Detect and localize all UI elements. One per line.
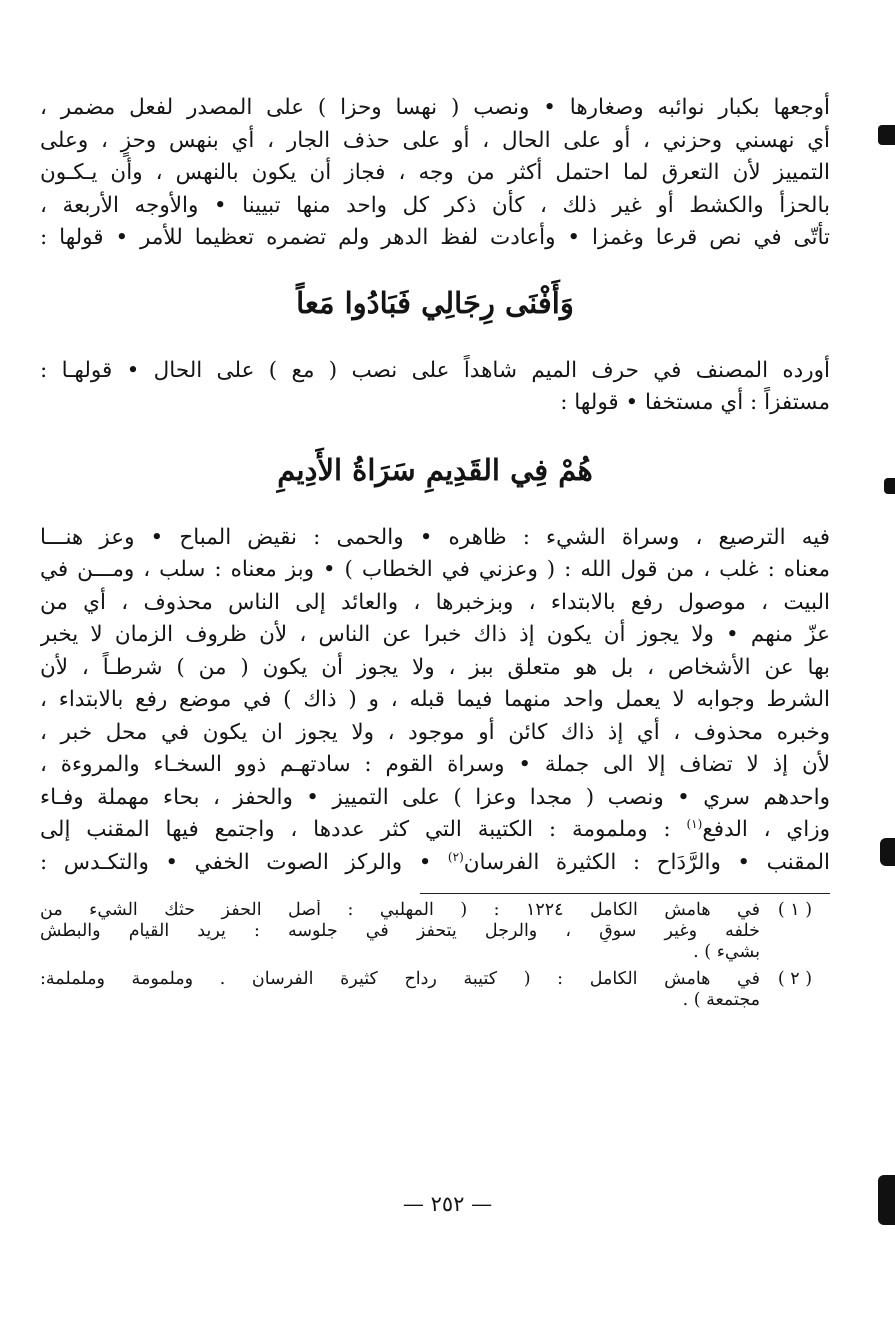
footnote-line: مجتمعة ) . xyxy=(682,990,760,1010)
text-line: بالحزأ والكشط أو غير ذلك ، كأن ذكر كل واحد منها تبيينا • والأوجه الأربعة ، xyxy=(40,192,830,218)
binding-mark xyxy=(880,838,895,866)
footnote-line: في هامش الكامل ١٢٢٤ : ( المهلبي : أصل الحفز حثك الشيء من xyxy=(40,900,760,920)
footnote-line: بشيء ) . xyxy=(693,942,760,962)
footnote-ref-2[interactable]: (٢) xyxy=(447,849,464,864)
paragraph-2 xyxy=(40,355,830,420)
binding-mark xyxy=(878,125,895,145)
text-segment: : وملمومة : الكتيبة التي كثر عددها ، واجتمع فيها المقنب إلى xyxy=(40,817,687,842)
text-line: وخبره محذوف ، أي إذ ذاك كائن أو موجود ، ولا يجوز ان يكون في محل خبر ، xyxy=(40,719,830,745)
text-line: أي نهسني وحزني ، أو على الحال ، أو على حذف الجار ، أي بنهس وحزٍ ، وعلى xyxy=(40,127,830,153)
text-line xyxy=(40,847,830,880)
footnote-number: ( ١ ) xyxy=(777,900,813,920)
verse-2: هُمْ فِي القَدِيمِ سَرَاةُ الأَدِيمِ xyxy=(277,452,593,487)
text-line: معناه : غلب ، من قول الله : ( وعزني في الخطاب ) • وبز معناه : سلب ، ومـــن في xyxy=(40,557,830,582)
text-line: أورده المصنف في حرف الميم شاهداً على نصب ( مع ) على الحال • قولهـا : xyxy=(40,357,830,383)
page-number: — ٢٥٢ — xyxy=(402,1192,493,1216)
footnote-number: ( ٢ ) xyxy=(777,969,813,989)
text-line xyxy=(40,814,830,847)
text-line: مستفزاً : أي مستخفا • قولها : xyxy=(560,390,830,415)
text-line: الشرط وجوابه لا يعمل واحد منهما فيما قبله ، و ( ذاك ) في موضع رفع بالابتداء ، xyxy=(40,687,830,712)
text-segment: وزاي ، الدفع xyxy=(702,817,830,842)
footnote-2 xyxy=(40,969,830,1011)
footnote-divider xyxy=(420,893,830,894)
text-line: التمييز لأن التعرق لما احتمل أكثر من وجه ، فجاز أن يكون بالنهس ، وأن يـكـون xyxy=(40,160,830,185)
verse-1: وَأَفْنَى رِجَالِي فَبَادُوا مَعاً xyxy=(296,285,574,320)
text-line: أوجعها بكبار نوائبه وصغارها • ونصب ( نهسا وحزا ) على المصدر لفعل مضمر ، xyxy=(40,95,830,120)
text-segment: المقنب • والرَّدَاح : الكثيرة الفرسان xyxy=(463,849,830,875)
text-line: البيت ، موصول رفع بالابتداء ، وبزخبرها ، والعائد إلى الناس محذوف ، أي من xyxy=(40,589,830,615)
text-line: لأن إذ لا تضاف إلا الى جملة • وسراة القوم : سادتهـم ذوو السخـاء والمروءة ، xyxy=(40,752,830,777)
paragraph-1 xyxy=(40,92,830,255)
binding-mark xyxy=(884,478,895,494)
paragraph-3 xyxy=(40,522,830,880)
footnote-line: خلفه وغير سوقٍ ، والرجل يتحفز في جلوسه : يريد القيام والبطش xyxy=(40,921,760,941)
footnote-1 xyxy=(40,900,830,963)
text-line: واحدهم سري • ونصب ( مجدا وعزا ) على التمييز • والحفز ، بحاء مهملة وفـاء xyxy=(40,784,830,810)
footnote-line: في هامش الكامل : ( كتيبة رداح كثيرة الفرسان . وملمومة وململمة: xyxy=(40,969,760,989)
text-line: عزّ منهم • ولا يجوز أن يكون إذ ذاك خبرا عن الناس ، لأن ظروف الزمان لا يخبر xyxy=(40,622,830,647)
text-segment: • والركز الصوت الخفي • والتكـدس : xyxy=(40,849,432,875)
page-body xyxy=(40,92,830,1011)
text-line: بها عن الأشخاص ، بل هو متعلق ببز ، ولا يجوز أن يكون ( من ) شرطـاً ، لأن xyxy=(40,654,830,680)
footnote-ref-1[interactable]: (١) xyxy=(686,816,703,831)
text-line: فيه الترصيع ، وسراة الشيء : ظاهره • والحمى : نقيض المباح • وعز هنـــا xyxy=(40,524,830,550)
text-line: تأتّى في نص قرعا وغمزا • وأعادت لفظ الدهر ولم تضمره تعظيما للأمر • قولها : xyxy=(40,225,830,250)
